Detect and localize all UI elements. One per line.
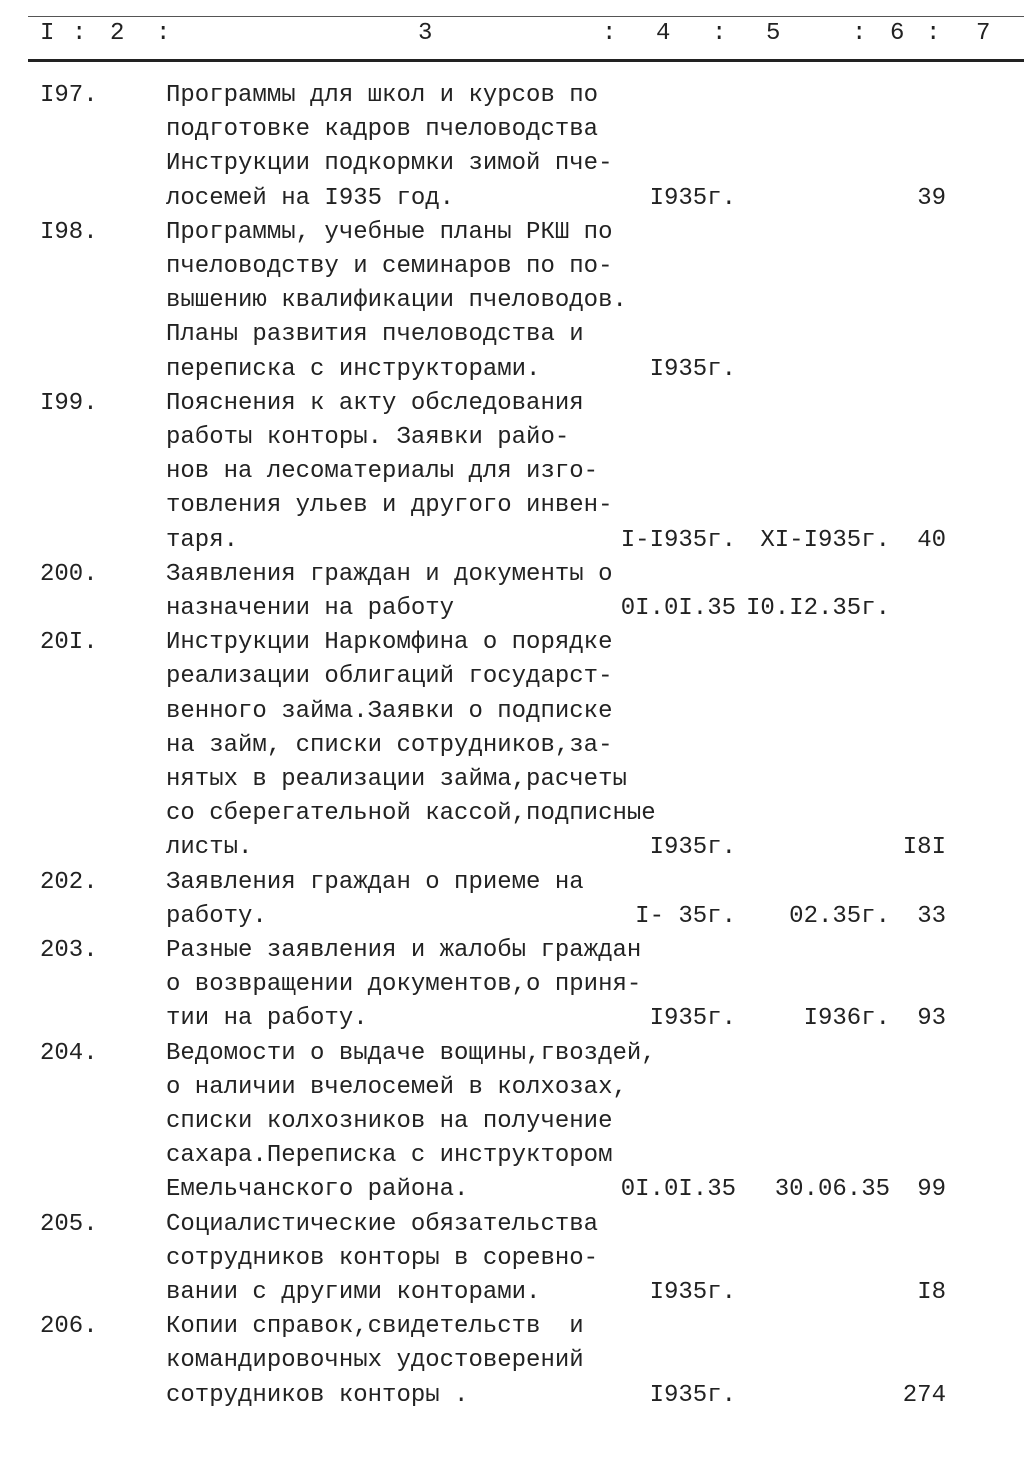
header-bottom-rule bbox=[28, 59, 1024, 62]
header-col-6: 6 bbox=[890, 20, 905, 47]
entry-description-line: Емельчанского района. bbox=[166, 1176, 469, 1204]
entry-end-date: 02.35г. bbox=[789, 902, 890, 930]
entry-description-line: тии на работу. bbox=[166, 1005, 368, 1033]
entry-description-line: о наличии вчелосемей в колхозах, bbox=[166, 1073, 627, 1101]
entry-description-line: о возвращении документов,о приня- bbox=[166, 971, 642, 999]
entry-description-line: лосемей на I935 год. bbox=[166, 184, 455, 212]
entry-description-line: Заявления граждан и документы о bbox=[166, 560, 613, 588]
entry-description-line: таря. bbox=[166, 526, 239, 554]
entry-number: I99. bbox=[40, 389, 98, 417]
header-col-5: 5 bbox=[766, 20, 781, 47]
entry-sheet-count: 33 bbox=[917, 902, 946, 930]
entry-end-date: XI-I935г. bbox=[760, 526, 890, 554]
entry-sheet-count: 39 bbox=[917, 184, 946, 212]
entry-description-line: работы конторы. Заявки райо- bbox=[166, 424, 570, 451]
entry-start-date: 0I.0I.35 bbox=[620, 595, 736, 622]
entry-sheet-count: I8 bbox=[917, 1279, 946, 1306]
entry-description-line: Ведомости о выдаче вощины,гвоздей, bbox=[166, 1039, 656, 1067]
header-sep: : bbox=[602, 20, 617, 47]
entry-start-date: I935г. bbox=[649, 355, 736, 383]
header-sep: : bbox=[156, 20, 171, 47]
header-col-4: 4 bbox=[656, 20, 671, 47]
entry-start-date: 0I.0I.35 bbox=[620, 1176, 736, 1204]
entry-description-line: работу. bbox=[166, 902, 267, 930]
entry-start-date: I935г. bbox=[649, 1381, 736, 1409]
entry-end-date: I936г. bbox=[803, 1005, 890, 1033]
entry-description-line: сахара.Переписка с инструктором bbox=[166, 1142, 613, 1170]
entry-description-line: Заявления граждан о приеме на bbox=[166, 868, 584, 896]
entry-description-line: вышению квалификации пчеловодов. bbox=[166, 287, 627, 315]
entry-description-line: Социалистические обязательства bbox=[166, 1210, 599, 1238]
entry-description-line: со сберегательной кассой,подписные bbox=[166, 800, 656, 828]
entry-description-line: вании с другими конторами. bbox=[166, 1279, 541, 1306]
entry-number: I98. bbox=[40, 218, 98, 246]
entry-description-line: на займ, списки сотрудников,за- bbox=[166, 731, 613, 759]
entry-number: 204. bbox=[40, 1039, 98, 1067]
entry-description-line: Копии справок,свидетельств и bbox=[166, 1313, 584, 1341]
header-top-rule bbox=[28, 16, 1024, 17]
entry-end-date: 30.06.35 bbox=[774, 1176, 890, 1204]
header-col-1: I bbox=[40, 20, 55, 47]
entry-description-line: командировочных удостоверений bbox=[166, 1347, 584, 1375]
header-sep: : bbox=[712, 20, 727, 47]
entry-number: I97. bbox=[40, 82, 98, 109]
entry-description-line: Инструкции Наркомфина о порядке bbox=[166, 629, 613, 657]
entry-sheet-count: I8I bbox=[902, 834, 946, 862]
entry-description-line: Инструкции подкормки зимой пче- bbox=[166, 150, 613, 178]
entry-start-date: I- 35г. bbox=[635, 902, 736, 930]
entry-description-line: нятых в реализации займа,расчеты bbox=[166, 766, 627, 793]
entry-description-line: нов на лесоматериалы для изго- bbox=[166, 458, 599, 486]
entry-description-line: Планы развития пчеловодства и bbox=[166, 321, 584, 349]
entry-description-line: списки колхозников на получение bbox=[166, 1108, 613, 1135]
entry-description-line: Программы, учебные планы РКШ по bbox=[166, 218, 613, 246]
header-col-7: 7 bbox=[976, 20, 991, 47]
entry-description-line: пчеловодству и семинаров по по- bbox=[166, 253, 613, 280]
header-sep: : bbox=[852, 20, 867, 47]
entry-start-date: I935г. bbox=[649, 1005, 736, 1033]
entry-description-line: назначении на работу bbox=[166, 595, 455, 622]
entry-description-line: листы. bbox=[166, 834, 253, 862]
entry-description-line: Программы для школ и курсов по bbox=[166, 82, 599, 109]
entry-description-line: подготовке кадров пчеловодства bbox=[166, 116, 599, 144]
entry-number: 200. bbox=[40, 560, 98, 588]
entry-sheet-count: 40 bbox=[917, 526, 946, 554]
entry-start-date: I935г. bbox=[649, 834, 736, 862]
entry-description-line: товления ульев и другого инвен- bbox=[166, 492, 613, 520]
entry-description-line: Пояснения к акту обследования bbox=[166, 389, 584, 417]
header-col-2: 2 bbox=[110, 20, 125, 47]
entry-number: 202. bbox=[40, 868, 98, 896]
entry-description-line: Разные заявления и жалобы граждан bbox=[166, 937, 642, 964]
entry-description-line: сотрудников конторы в соревно- bbox=[166, 1244, 599, 1272]
entry-description-line: венного займа.Заявки о подписке bbox=[166, 697, 613, 725]
entry-number: 206. bbox=[40, 1313, 98, 1341]
entry-start-date: I935г. bbox=[649, 1279, 736, 1306]
entry-sheet-count: 93 bbox=[917, 1005, 946, 1033]
entry-sheet-count: 274 bbox=[902, 1381, 946, 1409]
entry-sheet-count: 99 bbox=[917, 1176, 946, 1204]
entry-number: 20I. bbox=[40, 629, 98, 657]
header-sep: : bbox=[72, 20, 87, 47]
header-sep: : bbox=[926, 20, 941, 47]
header-col-3: 3 bbox=[418, 20, 433, 47]
entry-end-date: I0.I2.35г. bbox=[745, 595, 890, 622]
entry-number: 203. bbox=[40, 937, 98, 964]
entry-description-line: сотрудников конторы . bbox=[166, 1381, 469, 1409]
entry-start-date: I935г. bbox=[649, 184, 736, 212]
entry-description-line: переписка с инструкторами. bbox=[166, 355, 541, 383]
entry-number: 205. bbox=[40, 1210, 98, 1238]
entry-start-date: I-I935г. bbox=[620, 526, 736, 554]
entry-description-line: реализации облигаций государст- bbox=[166, 663, 613, 691]
